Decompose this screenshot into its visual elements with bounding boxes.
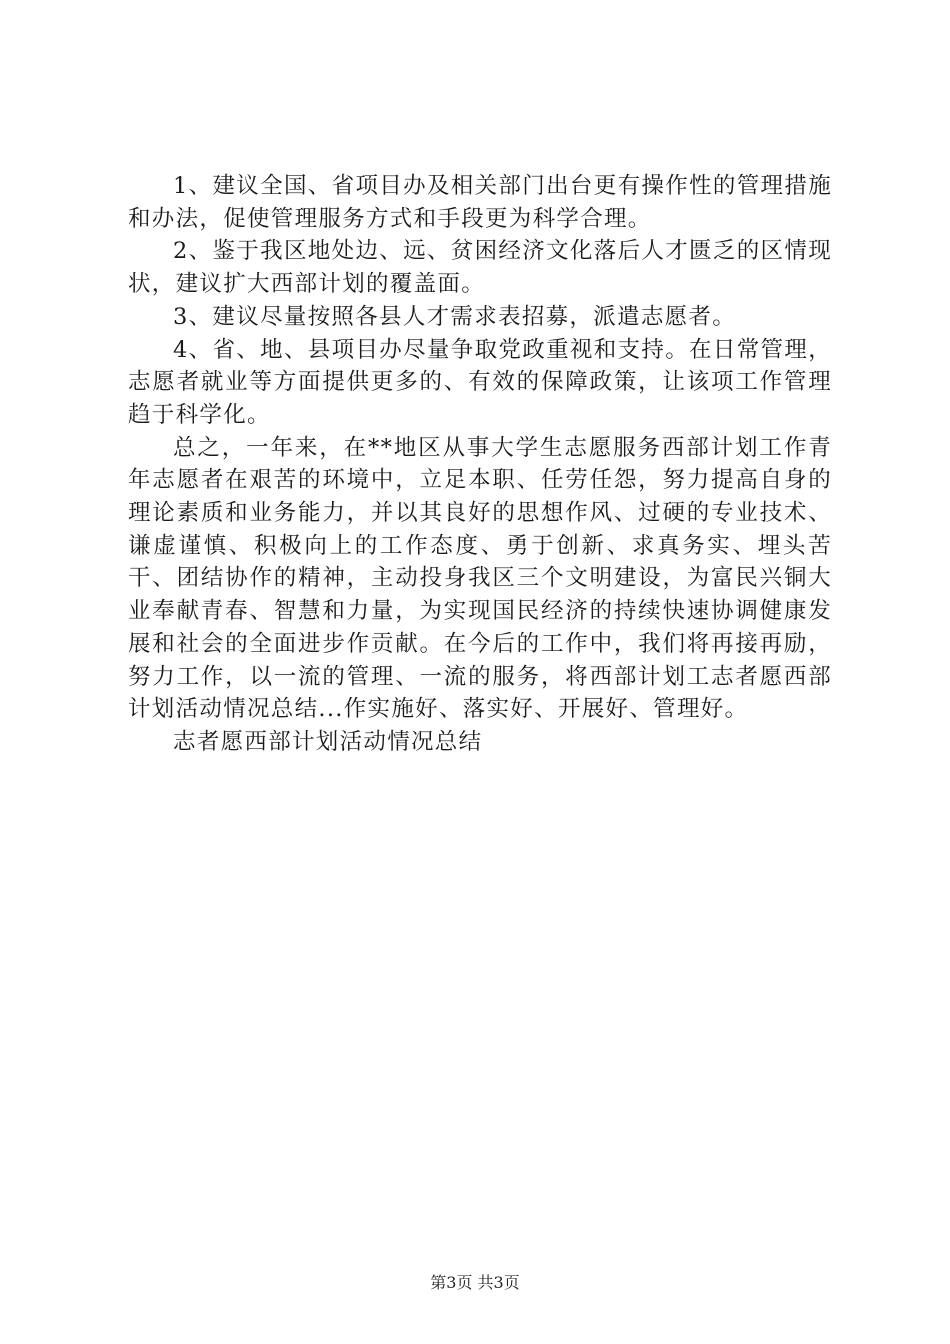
paragraph-suggestion-2: 2、鉴于我区地处边、远、贫困经济文化落后人才匮乏的区情现状，建议扩大西部计划的覆盖面。 bbox=[128, 238, 832, 298]
paragraph-suggestion-1: 1、建议全国、省项目办及相关部门出台更有操作性的管理措施和办法，促使管理服务方式和手段更为科学合理。 bbox=[128, 173, 832, 232]
page-number-footer: 第3页 共3页 bbox=[430, 1273, 520, 1292]
paragraph-closing-title: 志者愿西部计划活动情况总结 bbox=[173, 728, 483, 755]
paragraph-conclusion: 总之，一年来，在**地区从事大学生志愿服务西部计划工作青年志愿者在艰苦的环境中，立足本职、任劳任怨，努力提高自身的理论素质和业务能力，并以其良好的思想作风、过硬的专业技术、谦虚谨慎、积极向上的工作态度、勇于创新、求真务实、埋头苦干、团结协作的精神，主动投身我区三个文明建设，为富民兴铜大业奉献青春、智慧和力量，为实现国民经济的持续快速协调健康发展和社会的全面进步作贡献。在今后的工作中，我们将再接再励，努力工作，以一流的管理、一流的服务，将西部计划工志者愿西部计划活动情况总结...作实施好、落实好、开展好、管理好。 bbox=[128, 434, 832, 723]
paragraph-suggestion-4: 4、省、地、县项目办尽量争取党政重视和支持。在日常管理，志愿者就业等方面提供更多的、有效的保障政策，让该项工作管理趋于科学化。 bbox=[128, 336, 832, 428]
paragraph-suggestion-3: 3、建议尽量按照各县人才需求表招募，派遣志愿者。 bbox=[173, 303, 737, 330]
document-body bbox=[128, 170, 832, 759]
